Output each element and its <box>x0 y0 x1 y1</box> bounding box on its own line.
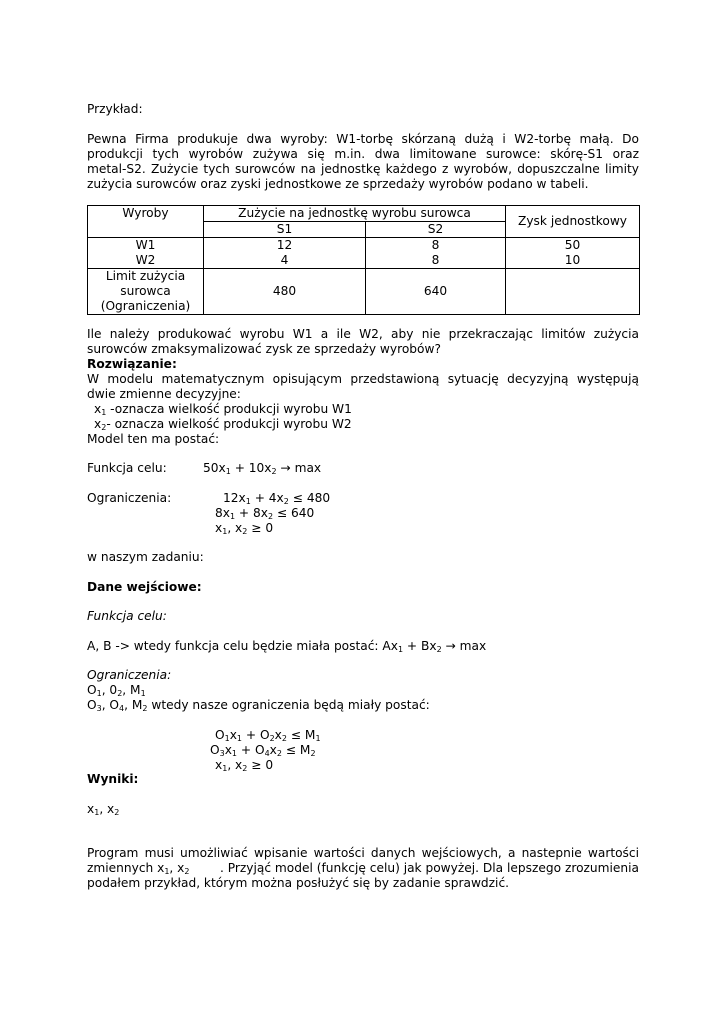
formula-part: , x <box>169 861 185 875</box>
formula-part: ≤ 640 <box>273 506 315 520</box>
model-form: Model ten ma postać: <box>87 432 220 446</box>
intro-line: metal-S2. Zużycie tych surowców na jednostkę każdego z wyrobów, dopuszczalne limity <box>87 162 639 176</box>
subscript: 3 <box>96 704 102 713</box>
subscript: 1 <box>397 645 404 654</box>
var-desc: -oznacza wielkość produkcji wyrobu W1 <box>106 402 352 416</box>
header-s1: S1 <box>204 222 366 238</box>
formula-part: O <box>87 683 97 697</box>
var-symbol: x <box>94 417 102 431</box>
objective-label: Funkcja celu: <box>87 461 167 475</box>
table-header-row <box>88 206 640 222</box>
subscript: 2 <box>184 867 190 876</box>
cell-products <box>88 238 204 269</box>
subscript: 1 <box>94 808 100 817</box>
subscript: 2 <box>269 734 275 743</box>
subscript: 1 <box>236 734 242 743</box>
intro-line: zużycia surowców oraz zyski jednostkowe ze sprzedaży wyrobów podano w tabeli. <box>87 177 589 191</box>
input-data-label: Dane wejściowe: <box>87 580 202 594</box>
subscript: 4 <box>119 704 125 713</box>
general-constraint-1 <box>215 728 321 743</box>
formula-part: + O <box>237 743 265 757</box>
subscript: 2 <box>436 645 442 654</box>
table-row <box>88 238 640 269</box>
cell-limit-label <box>88 269 204 315</box>
subscript: 4 <box>264 749 270 758</box>
question-line: surowców zmaksymalizować zysk ze sprzedaży wyrobów? <box>87 342 441 356</box>
formula-part: ≤ 480 <box>288 491 331 505</box>
subscript: 1 <box>140 689 146 698</box>
subscript: 2 <box>310 749 316 758</box>
formula-part: + O <box>242 728 270 742</box>
variable-1 <box>94 402 352 417</box>
o-params-line-2 <box>87 698 430 713</box>
formula-part: zmiennych x <box>87 861 165 875</box>
o-params-line-1 <box>87 683 146 698</box>
formula-part: , M <box>122 683 141 697</box>
cell-profit <box>506 238 640 269</box>
final-line: Program musi umożliwiać wpisanie wartości danych wejściowych, a nastepnie wartości <box>87 846 639 860</box>
subscript: 1 <box>101 408 107 417</box>
w1-s2-value: 8 <box>431 238 440 252</box>
solution-label: Rozwiązanie: <box>87 357 177 371</box>
formula-part: ≤ M <box>286 728 316 742</box>
constraint-3 <box>215 521 273 536</box>
product-w2: W2 <box>135 253 156 267</box>
formula-part: + 4x <box>250 491 284 505</box>
formula-part: 12x <box>223 491 246 505</box>
objective-function-label: Funkcja celu: <box>87 609 167 623</box>
limit-label-line: (Ograniczenia) <box>100 299 191 313</box>
subscript: 1 <box>164 867 170 876</box>
question-line: Ile należy produkować wyrobu W1 a ile W2, aby nie przekraczając limitów zużycia <box>87 327 639 341</box>
header-products: Wyroby <box>88 206 204 238</box>
formula-part: x <box>215 521 223 535</box>
data-table <box>87 205 640 315</box>
subscript: 1 <box>222 527 228 536</box>
formula-part: O <box>210 743 220 757</box>
formula-part: + 8x <box>235 506 268 520</box>
constraint-1 <box>223 491 330 506</box>
subscript: 1 <box>315 734 321 743</box>
w1-profit-value: 50 <box>564 238 581 252</box>
formula-part: , M <box>124 698 143 712</box>
formula-part: → max <box>276 461 322 475</box>
w1-s1-value: 12 <box>276 238 293 252</box>
ab-objective-line <box>87 639 486 654</box>
intro-line: Pewna Firma produkuje dwa wyroby: W1-torbę skórzaną dużą i W2-torbę małą. Do <box>87 132 639 146</box>
limit-s1-value: 480 <box>204 269 366 315</box>
limit-profit-empty <box>506 269 640 315</box>
w2-s2-value: 8 <box>431 253 440 267</box>
formula-part: ≥ 0 <box>247 758 274 772</box>
header-profit: Zysk jednostkowy <box>506 206 640 238</box>
subscript: 2 <box>268 512 274 521</box>
table-row <box>88 269 640 315</box>
subscript: 2 <box>242 764 248 773</box>
constraints-italic-label: Ograniczenia: <box>87 668 172 682</box>
formula-part: x <box>87 802 95 816</box>
subscript: 1 <box>225 467 231 476</box>
subscript: 2 <box>281 734 287 743</box>
subscript: 2 <box>271 467 277 476</box>
constraint-2 <box>215 506 314 521</box>
subscript: 2 <box>142 704 148 713</box>
formula-part: O <box>215 728 225 742</box>
formula-part: ≥ 0 <box>247 521 274 535</box>
subscript: 2 <box>101 423 107 432</box>
general-constraint-3 <box>215 758 273 773</box>
formula-part: x <box>269 743 277 757</box>
subscript: 1 <box>231 749 237 758</box>
w2-s1-value: 4 <box>280 253 289 267</box>
final-line-start <box>87 861 189 876</box>
var-symbol: x <box>94 402 102 416</box>
var-desc: - oznacza wielkość produkcji wyrobu W2 <box>106 417 352 431</box>
formula-part: x <box>215 758 223 772</box>
header-s2: S2 <box>366 222 506 238</box>
final-line: podałem przykład, którym można posłużyć się by zadanie sprawdzić. <box>87 876 510 890</box>
model-line: dwie zmienne decyzyjne: <box>87 387 241 401</box>
formula-part: 50x <box>203 461 226 475</box>
formula-part: + Bx <box>403 639 437 653</box>
formula-part: + 10x <box>230 461 272 475</box>
formula-part: , x <box>227 521 243 535</box>
formula-part: x <box>229 728 237 742</box>
formula-part: 8x <box>215 506 230 520</box>
limit-label-line: Limit zużycia <box>105 269 186 283</box>
header-usage: Zużycie na jednostkę wyrobu surowca <box>204 206 506 222</box>
our-task-text: w naszym zadaniu: <box>87 550 204 564</box>
formula-part: O <box>87 698 97 712</box>
results-label: Wyniki: <box>87 772 139 786</box>
cell-s2 <box>366 238 506 269</box>
subscript: 2 <box>283 497 289 506</box>
subscript: 1 <box>245 497 251 506</box>
variable-2 <box>94 417 352 432</box>
subscript: 2 <box>276 749 282 758</box>
formula-part: , x <box>227 758 243 772</box>
w2-profit-value: 10 <box>564 253 581 267</box>
subscript: 2 <box>242 527 248 536</box>
intro-line: produkcji tych wyrobów zużywa się m.in. dwa limitowane surowce: skórę-S1 oraz <box>87 147 639 161</box>
cell-s1 <box>204 238 366 269</box>
formula-part: x <box>274 728 282 742</box>
product-w1: W1 <box>135 238 156 252</box>
formula-part: , O <box>101 698 120 712</box>
formula-part: , x <box>99 802 115 816</box>
constraints-label: Ograniczenia: <box>87 491 172 505</box>
objective-formula <box>203 461 321 476</box>
subscript: 1 <box>222 764 228 773</box>
heading: Przykład: <box>87 102 143 116</box>
formula-part: x <box>224 743 232 757</box>
formula-part: → max <box>441 639 487 653</box>
formula-part: , 0 <box>101 683 118 697</box>
subscript: 2 <box>114 808 120 817</box>
final-line <box>87 861 639 876</box>
formula-part: ≤ M <box>281 743 311 757</box>
final-line-rest: . Przyjąć model (funkcję celu) jak powyżej. Dla lepszego zrozumienia <box>220 861 639 875</box>
limit-label-line: surowca <box>120 284 171 298</box>
subscript: 3 <box>219 749 225 758</box>
subscript: 2 <box>117 689 123 698</box>
formula-part: wtedy nasze ograniczenia będą miały postać: <box>147 698 430 712</box>
general-constraint-2 <box>210 743 316 758</box>
limit-s2-value: 640 <box>366 269 506 315</box>
subscript: 1 <box>96 689 102 698</box>
subscript: 1 <box>229 512 236 521</box>
model-line: W modelu matematycznym opisującym przedstawioną sytuację decyzyjną występują <box>87 372 639 386</box>
formula-part: A, B -> wtedy funkcja celu będzie miała postać: Ax <box>87 639 398 653</box>
subscript: 1 <box>224 734 230 743</box>
results-values <box>87 802 119 817</box>
